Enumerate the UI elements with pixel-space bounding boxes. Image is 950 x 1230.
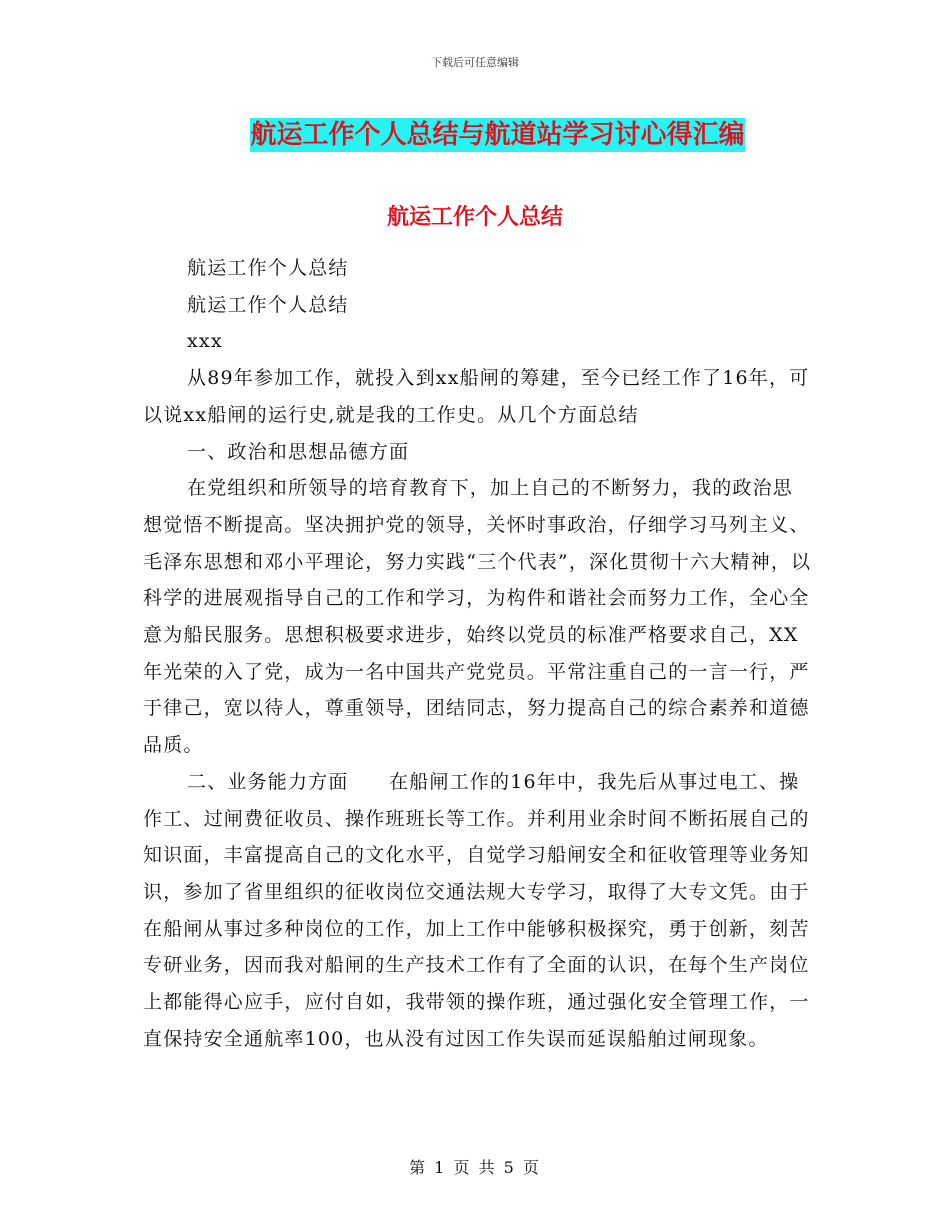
paragraph: 航运工作个人总结 [187,293,349,316]
section-title: 航运工作个人总结 [386,205,563,230]
document-title [0,114,950,151]
paragraph: 从89年参加工作，就投入到xx船闸的筹建，至今已经工作了16年，可以说xx船闸的运行史,就是我的工作史。从几个方面总结 [143,367,810,426]
paragraph: 在党组织和所领导的培育教育下，加上自己的不断努力，我的政治思想觉悟不断提高。坚决拥护党的领导，关怀时事政治，仔细学习马列主义、毛泽东思想和邓小平理论，努力实践“三个代表”，深化贯彻十六大精神，以科学的进展观指导自己的工作和学习，为构件和谐社会而努力工作，全心全意为船民服务。思想积极要求进步，始终以党员的标准严格要求自己，XX年光荣的入了党，成为一名中国共产党党员。平常注重自己的一言一行，严于律己，宽以待人，尊重领导，团结同志，努力提高自己的综合素养和道德品质。 [143,477,812,757]
header-note: 下载后可任意编辑 [431,56,519,69]
paragraph: 航运工作个人总结 [187,257,349,279]
document-title-text: 航运工作个人总结与航道站学习讨心得汇编 [250,120,745,150]
paragraph: xxx [187,330,223,353]
page-number: 第 1 页 共 5 页 [409,1158,541,1177]
body-text [143,250,813,1057]
paragraph: 一、政治和思想品德方面 [187,440,410,463]
paragraph: 二、业务能力方面 在船闸工作的16年中，我先后从事过电工、操作工、过闸费征收员、操作班班长等工作。并利用业余时间不断拓展自己的知识面，丰富提高自己的文化水平，自觉学习船闸安全和征收管理等业务知识，参加了省里组织的征收岗位交通法规大专学习，取得了大专文凭。由于在船闸从事过多种岗位的工作，加上工作中能够积极探究，勇于创新，刻苦专研业务，因而我对船闸的生产技术工作有了全面的认识，在每个生产岗位上都能得心应手，应付自如，我带领的操作班，通过强化安全管理工作，一直保持安全通航率100，也从没有过因工作失误而延误船舶过闸现象。 [143,770,810,1050]
